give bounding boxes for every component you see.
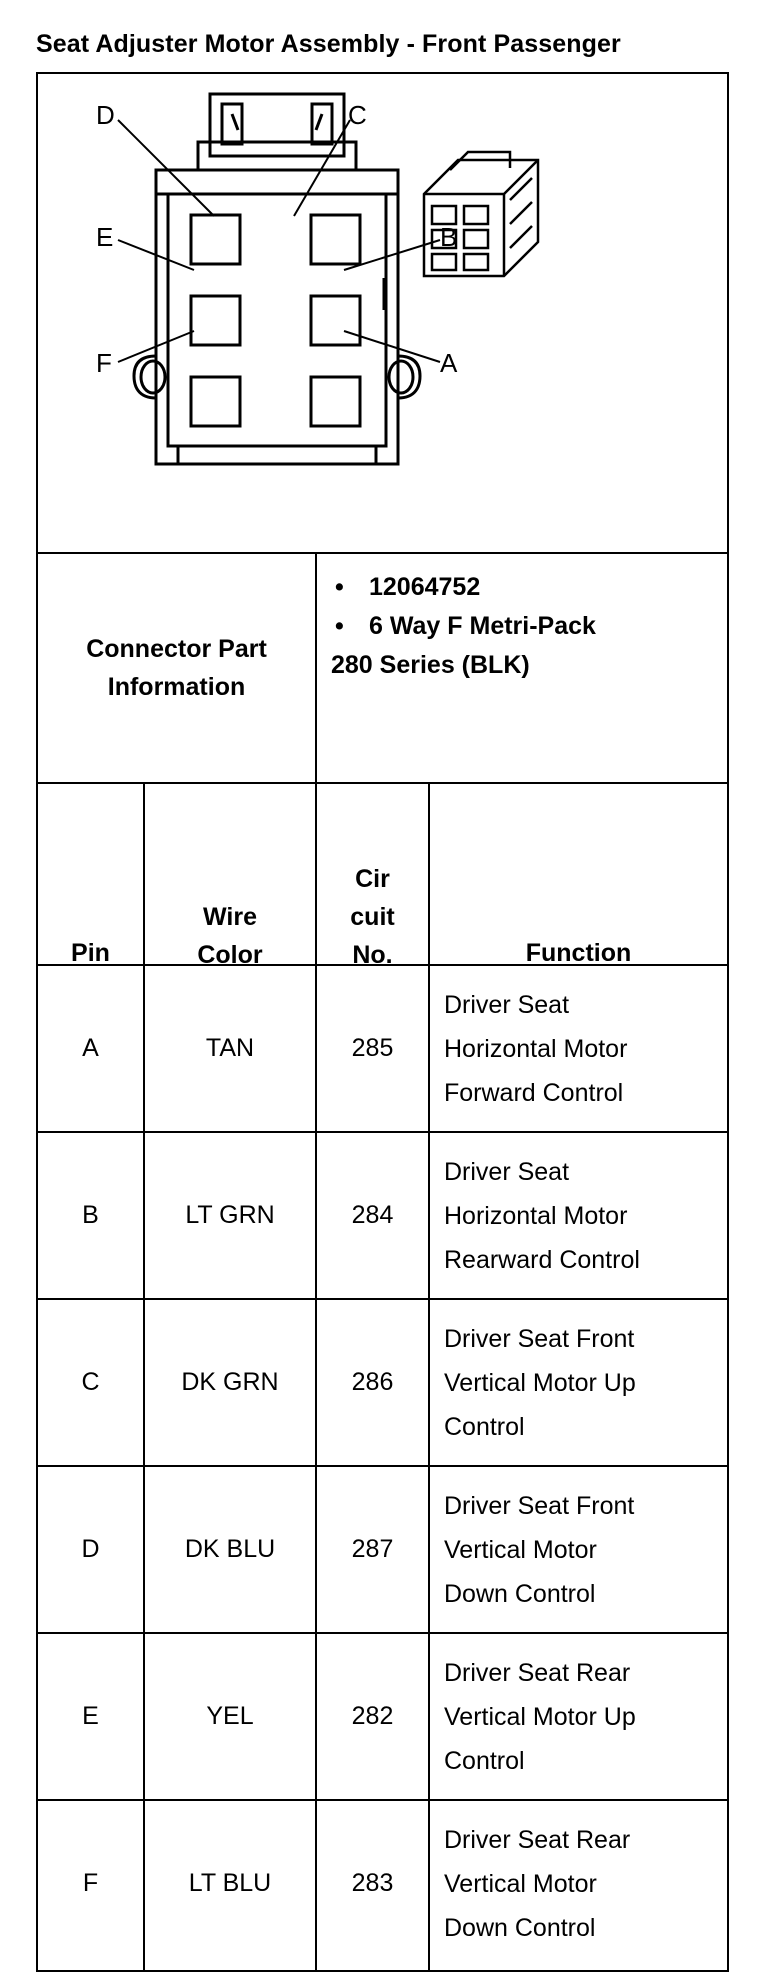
function-text [444, 1818, 630, 1950]
connector-info-label: Connector Part Information [86, 635, 267, 701]
function-cell [430, 1634, 727, 1799]
function-text [444, 1150, 640, 1282]
function-line: Driver Seat Rear [444, 1658, 631, 1687]
function-cell [430, 966, 727, 1131]
callout-D: D [96, 100, 115, 130]
function-line: Horizontal Motor [444, 1201, 628, 1230]
function-line: Forward Control [444, 1078, 624, 1107]
function-line: Down Control [444, 1579, 596, 1608]
header-wire-color: Wire Color [197, 903, 263, 969]
function-text [444, 1317, 636, 1449]
function-line: Down Control [444, 1913, 596, 1942]
function-line: Driver Seat Front [444, 1324, 635, 1353]
circuit-cell: 286 [351, 1368, 394, 1396]
connector-face-outline [134, 94, 420, 464]
header-function: Function [525, 939, 632, 967]
function-line: Driver Seat Rear [444, 1825, 631, 1854]
cavity-E [191, 296, 240, 345]
function-text [444, 1651, 636, 1783]
connector-description: • 6 Way F Metri-Pack [331, 607, 596, 646]
circuit-cell: 284 [351, 1201, 394, 1229]
divider [38, 782, 727, 784]
function-cell [430, 1801, 727, 1966]
function-line: Horizontal Motor [444, 1034, 628, 1063]
header-pin: Pin [71, 939, 110, 967]
function-line: Control [444, 1746, 525, 1775]
pin-cell: F [82, 1869, 99, 1897]
function-cell [430, 1300, 727, 1465]
function-line: Vertical Motor Up [444, 1368, 636, 1397]
cavity-C [311, 215, 360, 264]
connector-table [36, 72, 729, 1972]
circuit-cell: 287 [351, 1535, 394, 1563]
wire-color-cell: LT BLU [188, 1869, 272, 1897]
circuit-cell: 285 [351, 1034, 394, 1062]
callout-A: A [440, 348, 458, 378]
pin-cavities [191, 215, 360, 426]
wire-color-cell: DK GRN [181, 1368, 279, 1396]
page-title: Seat Adjuster Motor Assembly - Front Passenger [36, 30, 621, 58]
connector-info-values [317, 554, 727, 782]
function-line: Rearward Control [444, 1245, 640, 1274]
wire-color-cell: DK BLU [184, 1535, 276, 1563]
function-line: Driver Seat [444, 990, 570, 1019]
function-line: Driver Seat Front [444, 1491, 635, 1520]
callout-C: C [348, 100, 367, 130]
wire-color-cell: LT GRN [185, 1201, 275, 1229]
cavity-F [191, 377, 240, 426]
part-number: • 12064752 [331, 568, 596, 607]
connector-diagram [38, 74, 727, 574]
function-cell [430, 1133, 727, 1298]
pin-cell: C [81, 1368, 100, 1396]
connector-3d-view [424, 152, 538, 276]
circuit-cell: 282 [351, 1702, 394, 1730]
function-line: Driver Seat [444, 1157, 570, 1186]
cavity-B [311, 296, 360, 345]
connector-series: 280 Series (BLK) [331, 651, 530, 679]
circuit-cell: 283 [351, 1869, 394, 1897]
function-line: Vertical Motor [444, 1869, 597, 1898]
cavity-A [311, 377, 360, 426]
function-line: Control [444, 1412, 525, 1441]
pin-cell: D [81, 1535, 100, 1563]
header-circuit: Cir cuit No. [350, 865, 395, 969]
wire-color-cell: TAN [205, 1034, 255, 1062]
function-line: Vertical Motor Up [444, 1702, 636, 1731]
function-line: Vertical Motor [444, 1535, 597, 1564]
callout-B: B [440, 222, 458, 252]
function-cell [430, 1467, 727, 1632]
cavity-D [191, 215, 240, 264]
pin-cell: A [82, 1034, 99, 1062]
callout-E: E [96, 222, 114, 252]
pin-cell: B [82, 1201, 99, 1229]
pin-cell: E [82, 1702, 99, 1730]
function-text [444, 1484, 634, 1616]
callout-F: F [96, 348, 112, 378]
wire-color-cell: YEL [206, 1702, 254, 1730]
function-text [444, 983, 627, 1115]
